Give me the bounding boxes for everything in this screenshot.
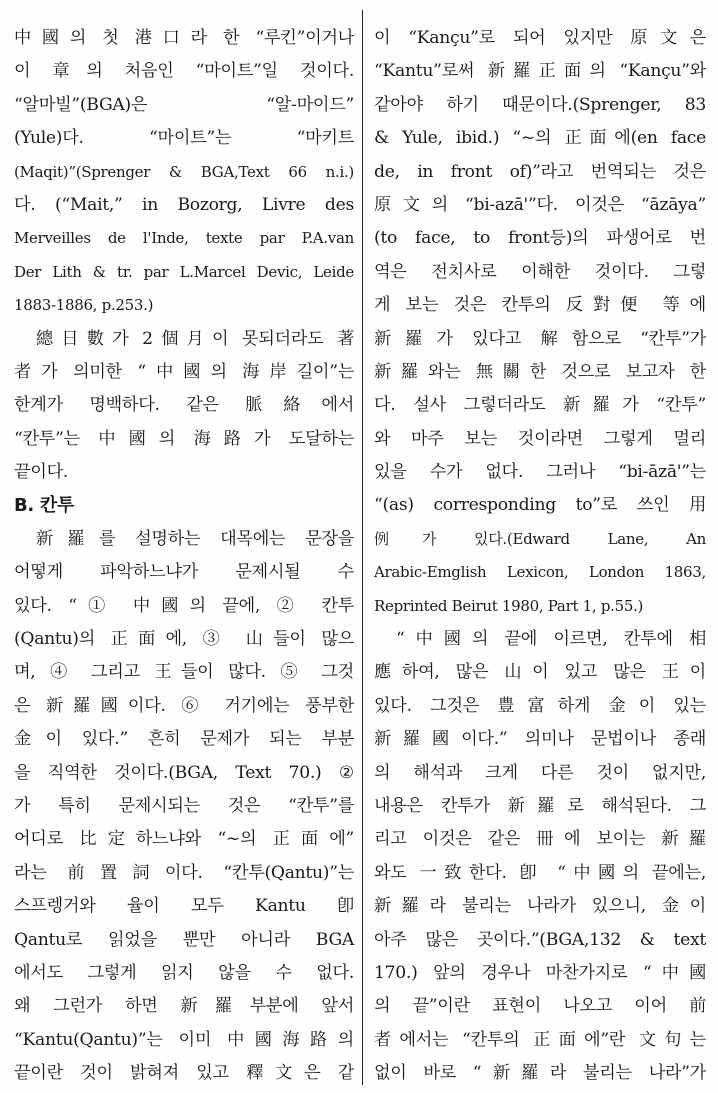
text-line: 의 끝”이란 표현이 나오고 이어 前 (374, 996, 706, 1017)
text-line: (Maqit)”(Sprenger & BGA,Text 66 n.i.) (14, 162, 354, 181)
text-line: (to face, to front등)의 파생어로 번 (374, 228, 706, 249)
text-line: 은 新羅國이다. ⑥ 거기에는 풍부한 (14, 695, 354, 716)
text-line: 다. (“Mait,” in Bozorg, Livre des (14, 194, 354, 215)
text-line: “(as) corresponding to”로 쓰인 用 (374, 495, 706, 516)
text-line: 新羅라 불리는 나라가 있으니, 金이 (374, 896, 706, 917)
text-line: 와 마주 보는 것이라면 그렇게 멀리 (374, 428, 706, 449)
text-line: 者에서는 “칸투의 正面에”란 文句는 (374, 1029, 706, 1050)
text-line: Der Lith & tr. par L.Marcel Devic, Leide (14, 262, 354, 281)
text-line: 1883-1886, p.253.) (14, 296, 154, 315)
text-line: de, in front of)”라고 번역되는 것은 (374, 161, 706, 182)
text-line: (Yule)다. “마이트”는 “마키트 (14, 128, 354, 149)
text-line: 다. 설사 그렇더라도 新羅가 “칸투” (374, 395, 706, 416)
text-line: 없이 바로 “新羅라 불리는 나라”가 (374, 1063, 706, 1084)
text-line: 을 직역한 것이다.(BGA, Text 70.) ② (14, 762, 354, 783)
text-line: 어디로 比定하느냐와 “~의 正面에” (14, 829, 354, 850)
text-line: Qantu로 읽었을 뿐만 아니라 BGA (14, 929, 354, 950)
text-line: 리고 이것은 같은 冊에 보이는 新羅 (374, 829, 706, 850)
text-line: 어떻게 파악하느냐가 문제시될 수 (14, 562, 354, 583)
text-line: 있다. “① 中國의 끝에, ② 칸투 (14, 595, 354, 616)
left-column (14, 22, 354, 1091)
text-line: Reprinted Beirut 1980, Part 1, p.55.) (374, 596, 644, 615)
text-line: Arabic-Emglish Lexicon, London 1863, (374, 563, 706, 582)
text-line: 中國의 첫 港口라 한 “루킨”이거나 (14, 28, 354, 48)
text-line: 내용은 칸투가 新羅로 해석된다. 그 (374, 795, 706, 816)
column-divider (362, 10, 363, 1085)
text-line: 이 章의 처음인 “마이트”일 것이다. (14, 61, 354, 82)
text-line: 며, ④ 그리고 王들이 많다. ⑤ 그것 (14, 662, 354, 683)
text-line: 같아야 하기 때문이다.(Sprenger, 83 (374, 94, 706, 115)
paragraph-5 (374, 623, 706, 1090)
text-line: 끝이다. (14, 462, 69, 483)
text-line: 스프렝거와 율이 모두 Kantu 卽 (14, 896, 354, 917)
text-line: 에서도 그렇게 읽지 않을 수 없다. (14, 962, 354, 983)
paragraph-1 (14, 22, 354, 323)
text-line: “Kantu(Qantu)”는 이미 中國海路의 (14, 1029, 354, 1050)
text-line: 總日數가 2個月이 못되더라도 著 (36, 328, 354, 349)
text-line: 例가 있다.(Edward Lane, An (374, 529, 706, 548)
text-line: 170.) 앞의 경우나 마찬가지로 “中國 (374, 962, 706, 983)
text-line: 新羅가 있다고 解함으로 “칸투”가 (374, 328, 706, 349)
text-line: “칸투”는 中國의 海路가 도달하는 (14, 428, 354, 449)
right-column (374, 22, 706, 1091)
text-line: (Qantu)의 正面에, ③ 山들이 많으 (14, 629, 354, 650)
text-line: 新羅를 설명하는 대목에는 문장을 (36, 528, 354, 549)
text-line: 新羅國이다.” 의미나 문법이나 종래 (374, 729, 706, 750)
text-line: 아주 많은 곳이다.”(BGA,132 & text (374, 929, 706, 950)
text-line: 新羅와는 無關한 것으로 보고자 한 (374, 361, 706, 382)
text-line: “Kantu”로써 新羅正面의 “Kançu”와 (374, 61, 706, 82)
text-line: 의 해석과 크게 다른 것이 없지만, (374, 762, 706, 783)
text-line: 게 보는 것은 칸투의 反對便 等에 (374, 295, 706, 316)
text-line: 있다. 그것은 豊富하게 金이 있는 (374, 695, 706, 716)
text-line: 있을 수가 없다. 그러나 “bi-āzā'”는 (374, 462, 706, 483)
text-line: 原文의 “bi-azā'”다. 이것은 “āzāya” (374, 194, 706, 215)
text-line: 끝이란 것이 밝혀져 있고 釋文은 같 (14, 1063, 354, 1084)
text-line: 왜 그런가 하면 新羅부분에 앞서 (14, 996, 354, 1017)
text-line: “中國의 끝에 이르면, 칸투에 相 (396, 629, 706, 650)
text-line: 와도 一致한다. 卽 “中國의 끝에는, (374, 862, 706, 883)
text-line: 金이 있다.” 흔히 문제가 되는 부분 (14, 729, 354, 750)
text-line: & Yule, ibid.) “~의 正面에(en face (374, 128, 706, 149)
text-line: 이 “Kançu”로 되어 있지만 原文은 (374, 28, 706, 48)
text-line: 者가 의미한 “中國의 海岸길이”는 (14, 361, 354, 382)
section-heading: B. 칸투 (14, 495, 75, 517)
text-line: 라는 前置詞이다. “칸투(Qantu)”는 (14, 862, 354, 883)
text-line: 가 특히 문제시되는 것은 “칸투”를 (14, 795, 354, 816)
text-line: 역은 전치사로 이해한 것이다. 그렇 (374, 261, 706, 282)
text-line: 한계가 명백하다. 같은 脈絡에서 (14, 395, 354, 416)
text-line: “알마빌”(BGA)은 “알-마이드” (14, 94, 354, 115)
paragraph-4 (374, 22, 706, 623)
text-line: Merveilles de l'Inde, texte par P.A.van (14, 229, 354, 248)
paragraph-3 (14, 523, 354, 1091)
text-line: 應하여, 많은 山이 있고 많은 王이 (374, 662, 706, 683)
paragraph-2 (14, 323, 354, 490)
